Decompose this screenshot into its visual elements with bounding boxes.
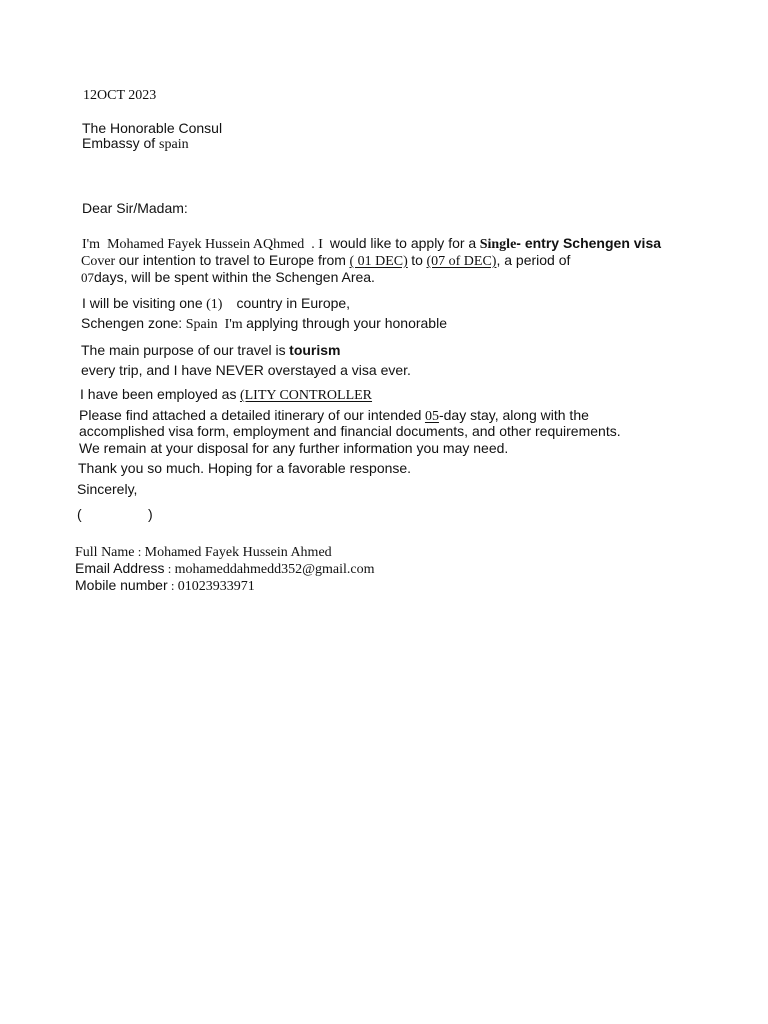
para4-line2: Please find attached a detailed itinerary of our intended 05-day stay, along with the: [79, 407, 589, 424]
salutation: Dear Sir/Madam:: [82, 200, 188, 216]
para1-line3: 07days, will be spent within the Schengen Area.: [81, 269, 375, 285]
para4-line1: I have been employed as (LITY CONTROLLER: [80, 386, 373, 403]
para3-line2: every trip, and I have NEVER overstayed a visa ever.: [81, 362, 411, 378]
recipient-embassy: Embassy of spain: [82, 135, 189, 152]
date-to: (07 of DEC): [426, 254, 497, 269]
contact-email: Email Address : mohameddahmedd352@gmail.com: [75, 560, 375, 577]
para4-line3: accomplished visa form, employment and financial documents, and other requirements.: [79, 423, 621, 439]
signature-close-paren: ): [148, 506, 153, 522]
closing-thanks: Thank you so much. Hoping for a favorable response.: [78, 460, 412, 476]
para4-line4: We remain at your disposal for any further information you may need.: [79, 440, 509, 456]
signature-open-paren: (: [77, 506, 82, 522]
contact-full-name: Full Name : Mohamed Fayek Hussein Ahmed: [75, 544, 332, 560]
closing-sincerely: Sincerely,: [77, 481, 138, 497]
job-title: (LITY CONTROLLER: [239, 388, 373, 403]
para3-line1: The main purpose of our travel is tourism: [81, 342, 341, 358]
applicant-name-inline: Mohamed Fayek Hussein AQhmed: [107, 237, 305, 252]
para2-line2: Schengen zone: Spain I'm applying through your honorable: [81, 315, 447, 332]
para1-line1: I'm Mohamed Fayek Hussein AQhmed . I would like to apply for a Single- entry Schengen visa: [82, 235, 662, 252]
para1-line2: Cover our intention to travel to Europe from ( 01 DEC) to (07 of DEC), a period of: [81, 252, 571, 269]
contact-mobile: Mobile number : 01023933971: [75, 577, 255, 594]
para2-line1: I will be visiting one (1) country in Europe,: [82, 295, 351, 312]
letter-date: 12OCT 2023: [83, 88, 157, 103]
date-from: ( 01 DEC): [349, 254, 408, 269]
recipient-title: The Honorable Consul: [82, 120, 223, 136]
